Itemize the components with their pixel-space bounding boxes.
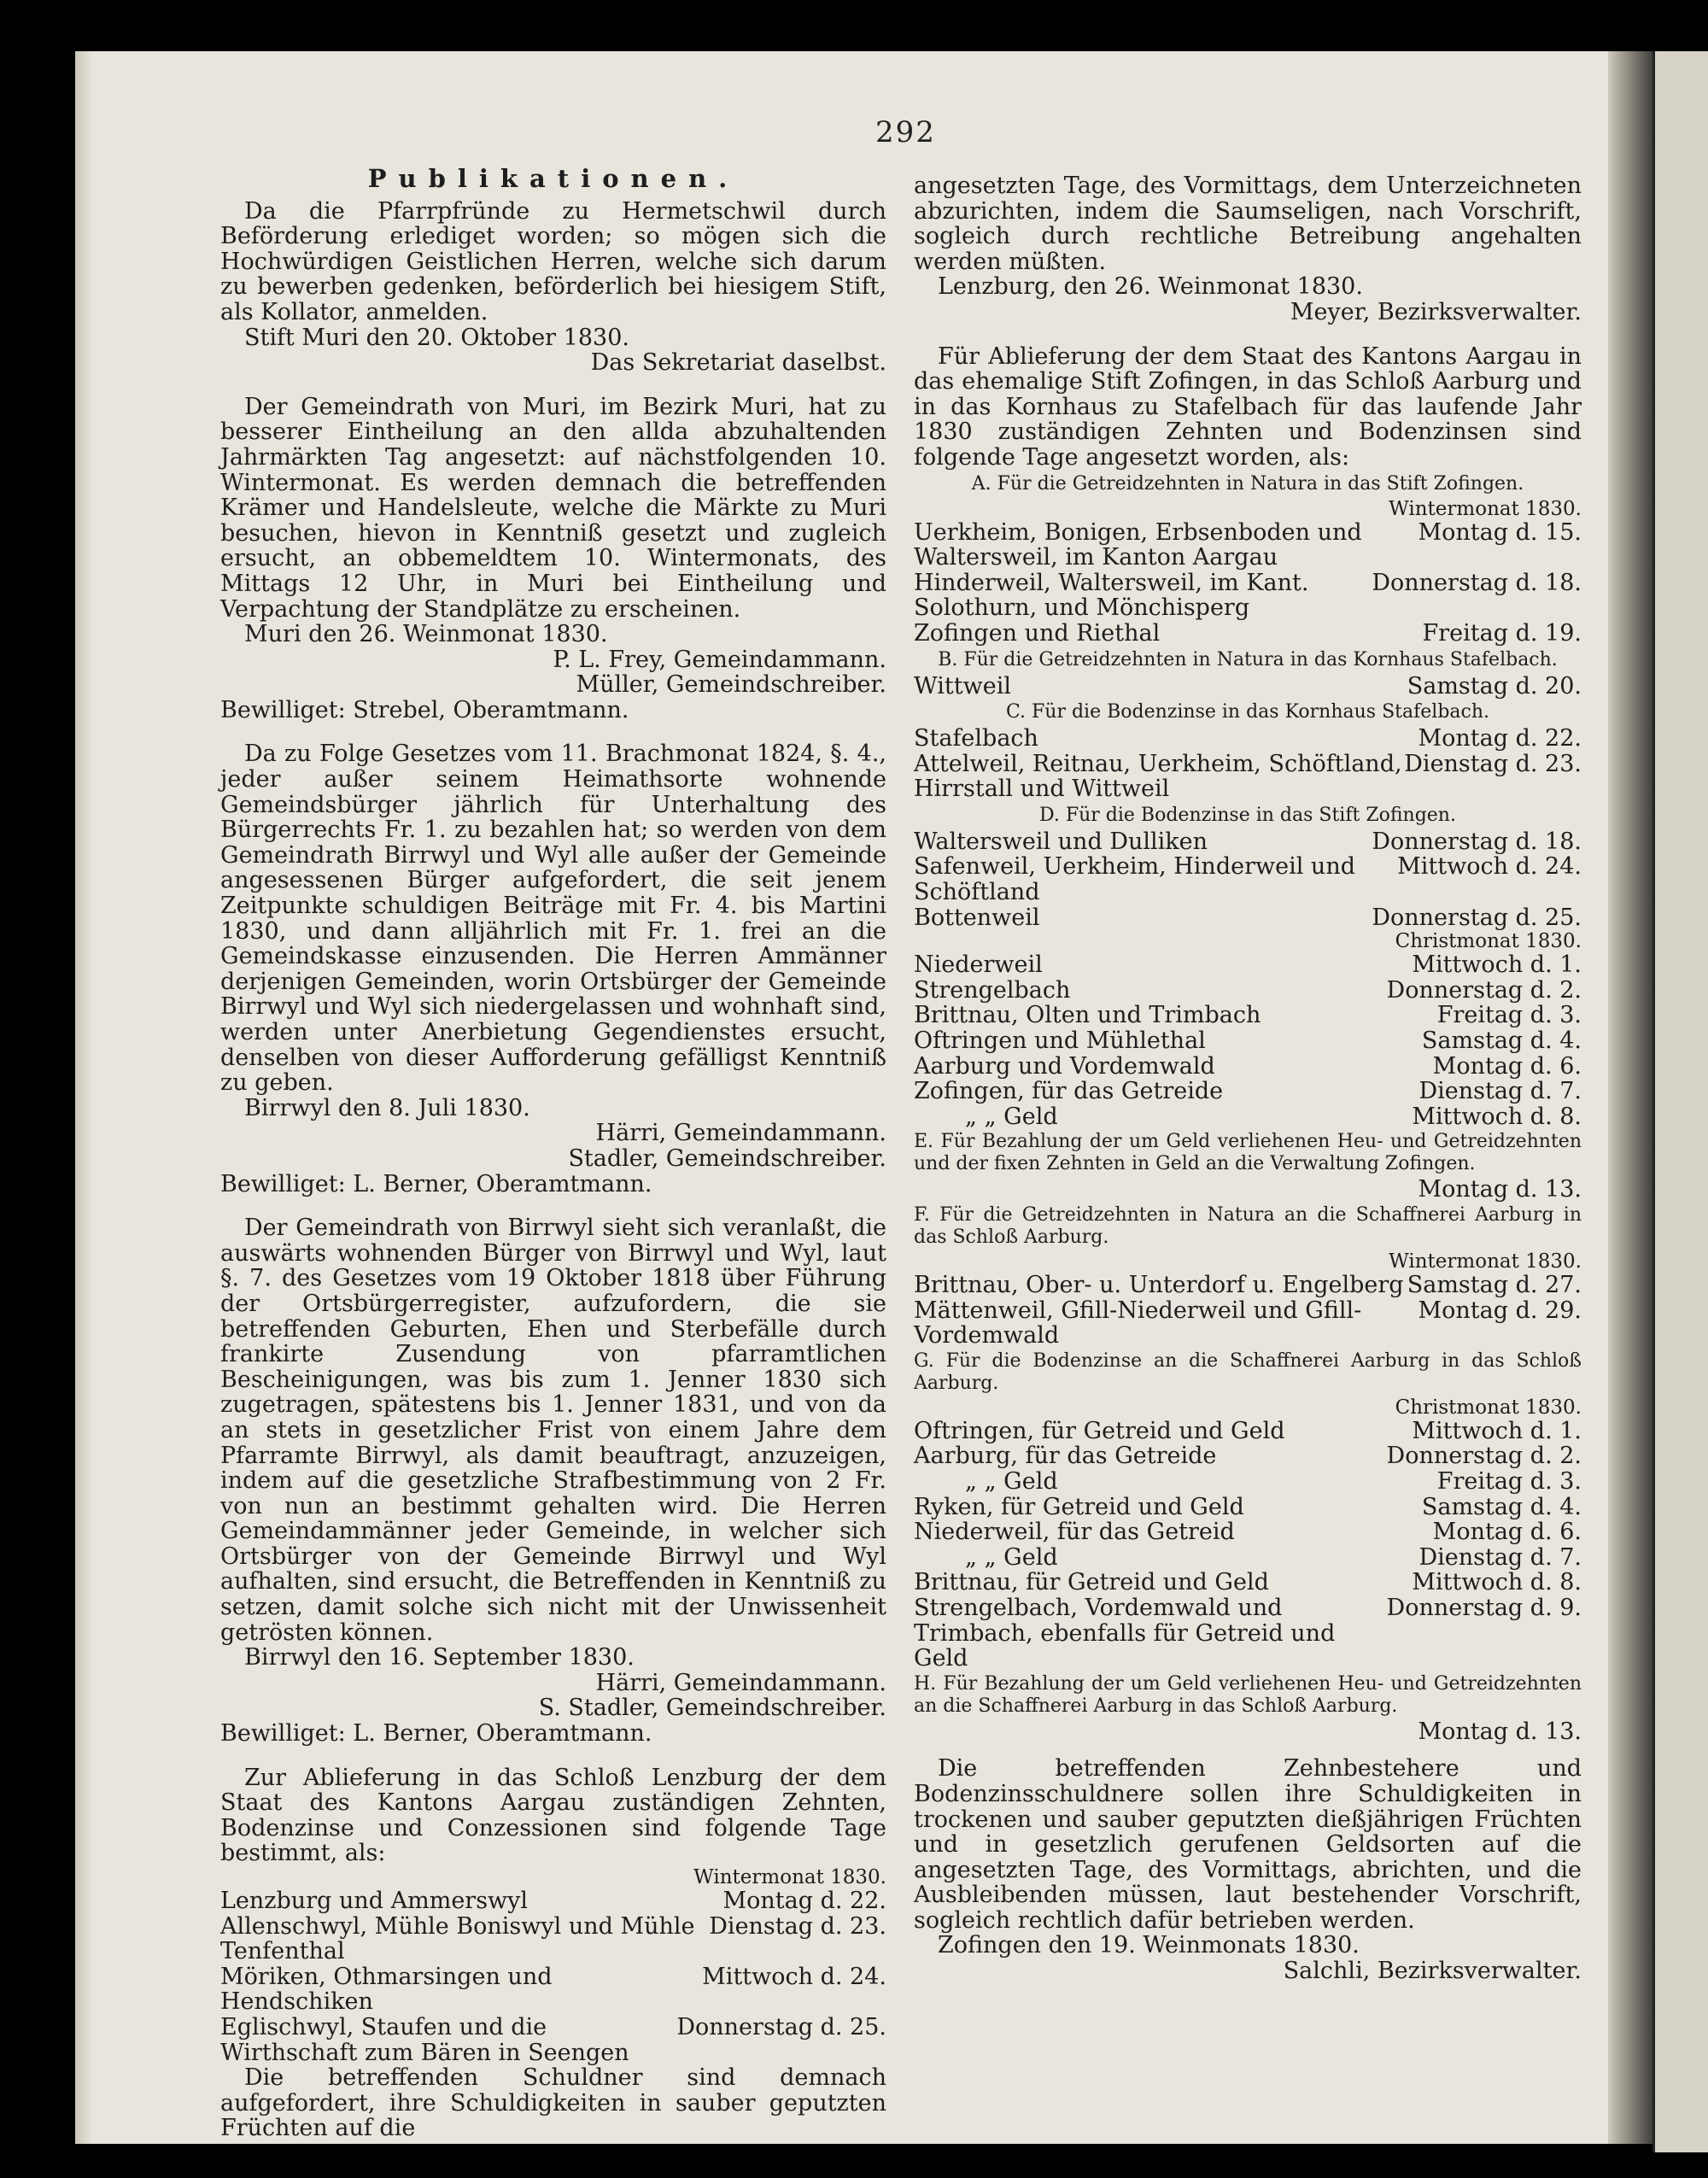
schedule-row: Oftringen und Mühlethal Samstag d. 4. <box>914 1028 1582 1055</box>
section-g-month: Christmonat 1830. <box>1395 1396 1582 1419</box>
section-h-title: H. Für Bezahlung der um Geld verliehenen Heu- und Getreidzehnten an die Schaffnerei Aarburg in das Schloß Aarburg. <box>914 1672 1582 1717</box>
notice-2-signature-1: P. L. Frey, Gemeindammann. <box>553 646 886 673</box>
schedule-row: Wittweil Samstag d. 20. <box>914 672 1582 700</box>
delivery-intro: Für Ablieferung der dem Staat des Kantons Aargau in das ehemalige Stift Zofingen, in das Schloß Aarburg und in das Kornhaus zu Stafelbach für das laufende Jahr 1830 zuständigen Zehnten und Bodenzinsen sind folgende Tage angesetzt worden, als: <box>914 343 1582 471</box>
schedule-row: Allenschwyl, Mühle Boniswyl und Mühle Tenfenthal Dienstag d. 23. <box>220 1912 886 1965</box>
schedule-row: Niederweil, für das Getreid Montag d. 6. <box>914 1519 1582 1546</box>
notice-5-tail: Die betreffenden Schuldner sind demnach aufgefordert, ihre Schuldigkeiten in sauber geputzten Früchten auf die <box>220 2064 886 2142</box>
schedule-row: Lenzburg und Ammerswyl Montag d. 22. <box>220 1888 886 1914</box>
closing-text: Die betreffenden Zehnbestehere und Bodenzinsschuldnere sollen ihre Schuldigkeiten in trockenen und sauber geputzten dießjährigen Früchten und in gesetzlich gerufenen Geldsorten auf die angesetzten Tage, des Vormittags, abrichten, und die Ausbleibenden müssen, laut bestehender Vorschrift, sogleich rechtlich dafür betrieben werden. <box>914 1755 1582 1934</box>
section-f-title: F. Für die Getreidzehnten in Natura an die Schaffnerei Aarburg in das Schloß Aarburg. <box>914 1204 1582 1248</box>
schedule-row: Aarburg, für das Getreide Donnerstag d. 2. <box>914 1443 1582 1470</box>
schedule-row: Mättenweil, Gfill-Niederweil und Gfill-Vordemwald Montag d. 29. <box>914 1297 1582 1350</box>
section-b-title: B. Für die Getreidzehnten in Natura in das Kornhaus Stafelbach. <box>938 648 1558 670</box>
right-column <box>914 173 1582 1984</box>
schedule-row: Eglischwyl, Staufen und die Wirthschaft zum Bären in Seengen Donnerstag d. 25. <box>220 2013 886 2066</box>
schedule-row: Attelweil, Reitnau, Uerkheim, Schöftland, Hirrstall und Wittweil Dienstag d. 23. <box>914 750 1582 803</box>
schedule-row: Zofingen und Riethal Freitag d. 19. <box>914 619 1582 647</box>
notice-2-text: Der Gemeindrath von Muri, im Bezirk Muri, hat zu besserer Eintheilung an den allda abzuhaltenden Jahrmärkten Tag angesetzt: auf nächstfolgenden 10. Wintermonat. Es werden demnach die betreffenden Krämer und Handelsleute, welche die Märkte zu Muri besuchen, hievon in Kenntniß gesetzt und zugleich ersucht, an obbemeldtem 10. Wintermonats, des Mittags 12 Uhr, in Muri bei Eintheilung und Verpachtung der Standplätze zu erscheinen. <box>220 393 886 623</box>
schedule-row: Strengelbach Donnerstag d. 2. <box>914 976 1582 1004</box>
notice-3-signature-2: Stadler, Gemeindschreiber. <box>568 1145 886 1172</box>
notice-1-text: Da die Pfarrpfründe zu Hermetschwil durch Beförderung erlediget worden; so mögen sich die Hochwürdigen Geistlichen Herren, welche sich darum zu bewerben gedenken, beförderlich bei hiesigem Stift, als Kollator, anmelden. <box>220 197 886 325</box>
section-c-title: C. Für die Bodenzinse in das Kornhaus Stafelbach. <box>1006 701 1489 723</box>
schedule-row: Strengelbach, Vordemwald und Trimbach, ebenfalls für Getreid und Geld Donnerstag d. 9. <box>914 1594 1582 1672</box>
notice-4-date: Birrwyl den 16. September 1830. <box>244 1644 635 1672</box>
page-number: 292 <box>875 115 936 149</box>
schedule-row: „ „ Geld Mittwoch d. 8. <box>965 1103 1582 1130</box>
section-e-day: Montag d. 13. <box>1418 1176 1582 1203</box>
closing-date: Zofingen den 19. Weinmonats 1830. <box>938 1932 1360 1959</box>
section-g-title: G. Für die Bodenzinse an die Schaffnerei Aarburg in das Schloß Aarburg. <box>914 1350 1582 1394</box>
schedule-row: Waltersweil und Dulliken Donnerstag d. 18. <box>914 828 1582 855</box>
notice-2-approved: Bewilliget: Strebel, Oberamtmann. <box>220 696 629 723</box>
schedule-row: Safenweil, Uerkheim, Hinderweil und Schöftland Mittwoch d. 24. <box>914 853 1582 906</box>
notice-4-signature-2: S. Stadler, Gemeindschreiber. <box>538 1695 886 1722</box>
notice-4-approved: Bewilliget: L. Berner, Oberamtmann. <box>220 1720 652 1748</box>
schedule-row: Möriken, Othmarsingen und Hendschiken Mittwoch d. 24. <box>220 1963 886 2016</box>
notice-3-date: Birrwyl den 8. Juli 1830. <box>244 1094 530 1121</box>
notice-2-date: Muri den 26. Weinmonat 1830. <box>244 621 608 648</box>
schedule-row: Brittnau, Ober- u. Unterdorf u. Engelberg Samstag d. 27. <box>914 1272 1582 1298</box>
schedule-row: Ryken, für Getreid und Geld Samstag d. 4. <box>914 1493 1582 1520</box>
schedule-row: Oftringen, für Getreid und Geld Mittwoch d. 1. <box>914 1417 1582 1444</box>
schedule-row: Brittnau, Olten und Trimbach Freitag d. 3. <box>914 1002 1582 1029</box>
schedule-row: Bottenweil Donnerstag d. 25. <box>914 904 1582 931</box>
notice-5-text: Zur Ablieferung in das Schloß Lenzburg der dem Staat des Kantons Aargau zuständigen Zehnten, Bodenzinse und Conzessionen sind folgende Tage bestimmt, als: <box>220 1764 886 1867</box>
section-a-title: A. Für die Getreidzehnten in Natura in das Stift Zofingen. <box>971 472 1524 495</box>
section-d-title: D. Für die Bodenzinse in das Stift Zofingen. <box>1039 804 1456 826</box>
book-spine <box>1608 51 1659 2144</box>
schedule-row: Stafelbach Montag d. 22. <box>914 725 1582 752</box>
continued-signature: Meyer, Bezirksverwalter. <box>1290 298 1582 325</box>
left-column <box>220 164 886 2142</box>
schedule-row: Niederweil Mittwoch d. 1. <box>914 951 1582 979</box>
notice-3-text: Da zu Folge Gesetzes vom 11. Brachmonat 1824, §. 4., jeder außer seinem Heimathsorte wohnende Gemeindsbürger jährlich für Unterhaltung des Bürgerrechts Fr. 1. zu bezahlen hat; so werden von dem Gemeindrath Birrwyl und Wyl alle außer der Gemeinde angesessenen Bürger aufgefordert, die seit jenem Zeitpunkte schuldigen Beiträge mit Fr. 4. bis Martini 1830, und dann alljährlich mit Fr. 1. frei an die Gemeindskasse einzusenden. Die Herren Ammänner derjenigen Gemeinden, worin Ortsbürger der Gemeinde Birrwyl und Wyl sich niedergelassen und wohnhaft sind, werden unter Anerbietung Gegendienstes ersucht, denselben von dieser Aufforderung gefälligst Kenntniß zu geben. <box>220 741 886 1097</box>
continued-date: Lenzburg, den 26. Weinmonat 1830. <box>938 273 1363 301</box>
notice-3-signature-1: Härri, Gemeindammann. <box>595 1120 886 1147</box>
continued-text: angesetzten Tage, des Vormittags, dem Unterzeichneten abzurichten, indem die Saumseligen, nach Vorschrift, sogleich durch rechtliche Betreibung angehalten werden müßten. <box>914 173 1582 275</box>
section-e-title: E. Für Bezahlung der um Geld verliehenen Heu- und Getreidzehnten und der fixen Zehnten in Geld an die Verwaltung Zofingen. <box>914 1131 1582 1175</box>
schedule-row: „ „ Geld Freitag d. 3. <box>965 1467 1582 1495</box>
schedule-row: Uerkheim, Bonigen, Erbsenboden und Walterswеil, im Kanton Aargau Montag d. 15. <box>914 518 1582 571</box>
schedule-row: „ „ Geld Dienstag d. 7. <box>965 1543 1582 1571</box>
section-h-day: Montag d. 13. <box>1418 1718 1582 1745</box>
notice-4-text: Der Gemeindrath von Birrwyl sieht sich veranlaßt, die auswärts wohnenden Bürger von Birrwyl und Wyl, laut §. 7. des Gesetzes vom 19 Oktober 1818 über Führung der Ortsbürgerregister, aufzufordern, die sie betreffenden Geburten, Ehen und Sterbefälle durch frankirte Zusendung von pfarramtlichen Bescheinigungen, was bis zum 1. Jenner 1830 sich zugetragen, spätestens bis 1. Jenner 1831, und von da an stets in gesetzlicher Frist von einem Jahre dem Pfarramte Birrwyl, als damit beauftragt, anzuzeigen, indem auf die gesetzliche Strafbestimmung von 2 Fr. von nun an bestimmt gehalten wird. Die Herren Gemeindammänner jeder Gemeinde, in welcher sich Ortsbürger von der Gemeinde Birrwyl und Wyl aufhalten, sind ersucht, die Betreffenden in Kenntniß zu setzen, damit solche sich nicht mit der Unwissenheit getrösten können. <box>220 1215 886 1646</box>
notice-3-approved: Bewilliget: L. Berner, Oberamtmann. <box>220 1170 652 1197</box>
section-a-month: Wintermonat 1830. <box>1389 497 1582 520</box>
publications-heading: Publikationen. <box>367 164 740 193</box>
next-page-edge <box>1652 51 1708 2152</box>
notice-5-month: Wintermonat 1830. <box>693 1866 886 1888</box>
schedule-row: Hinderweil, Walterswеil, im Kant. Solothurn, und Mönchisperg Donnerstag d. 18. <box>914 569 1582 622</box>
schedule-row: Brittnau, für Getreid und Geld Mittwoch d. 8. <box>914 1569 1582 1596</box>
section-d-month: Christmonat 1830. <box>1395 930 1582 953</box>
notice-1-signature: Das Sekretariat daselbst. <box>590 349 886 377</box>
closing-signature: Salchli, Bezirksverwalter. <box>1283 1958 1582 1985</box>
schedule-row: Zofingen, für das Getreide Dienstag d. 7. <box>914 1078 1582 1105</box>
page-left-edge <box>75 51 92 2144</box>
section-f-month: Wintermonat 1830. <box>1389 1250 1582 1273</box>
notice-4-signature-1: Härri, Gemeindammann. <box>595 1669 886 1696</box>
schedule-row: Aarburg und Vordemwald Montag d. 6. <box>914 1052 1582 1080</box>
notice-1-date: Stift Muri den 20. Oktober 1830. <box>244 324 629 351</box>
notice-2-signature-2: Müller, Gemeindschreiber. <box>576 671 886 699</box>
